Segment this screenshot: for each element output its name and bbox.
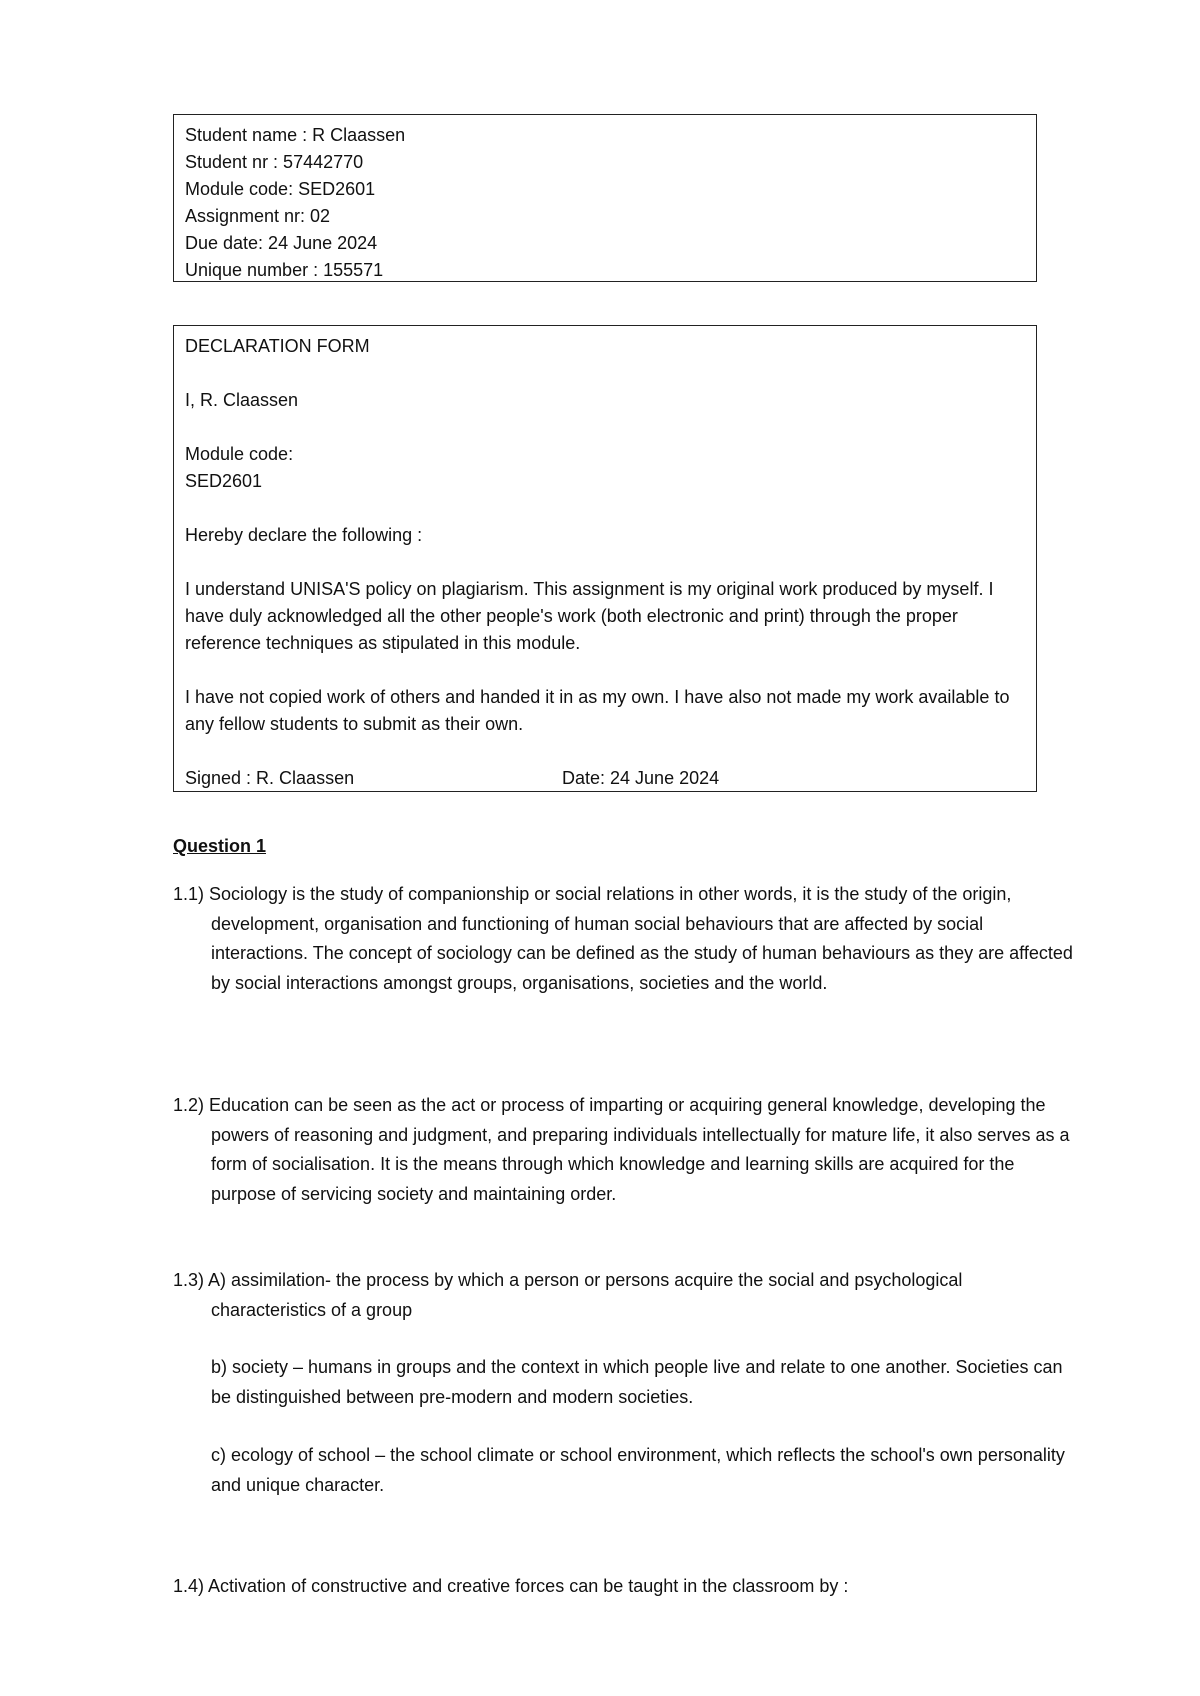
declaration-paragraph-2: I have not copied work of others and handed it in as my own. I have also not made my work available to any fellow students to submit as their own. [185, 687, 1010, 734]
signed-by: Signed : R. Claassen [185, 768, 355, 788]
declaration-name: I, R. Claassen [185, 390, 299, 410]
declaration-box [173, 325, 1037, 792]
declaration-paragraph-1: I understand UNISA'S policy on plagiarism. This assignment is my original work produced by myself. I have duly acknowledged all the other people's work (both electronic and print) through the proper reference techniques as stipulated in this module. [185, 579, 994, 653]
question-1-heading [173, 836, 1043, 857]
signature-date: Date: 24 June 2024 [562, 768, 720, 788]
answer-1-2: 1.2) Education can be seen as the act or process of imparting or acquiring general knowledge, developing the powers of reasoning and judgment, and preparing individuals intellectually for mature life, it also serves as a form of socialisation. It is the means through which knowledge and learning skills are acquired for the purpose of servicing society and maintaining order. [173, 1095, 1070, 1204]
student-name: Student name : R Claassen [185, 125, 406, 145]
module-code: Module code: SED2601 [185, 179, 376, 199]
answer-1-3-c: c) ecology of school – the school climate or school environment, which reflects the school's own personality and unique character. [211, 1445, 1065, 1495]
declaration-intro: Hereby declare the following : [185, 525, 423, 545]
question-1-title: Question 1 [173, 836, 267, 856]
answer-1-1: 1.1) Sociology is the study of companionship or social relations in other words, it is the study of the origin, development, organisation and functioning of human social behaviours that are affected by social interactions. The concept of sociology can be defined as the study of human behaviours as they are affected by social interactions amongst groups, organisations, societies and the world. [173, 884, 1073, 993]
assignment-number: Assignment nr: 02 [185, 206, 331, 226]
answer-1-3-a: 1.3) A) assimilation- the process by which a person or persons acquire the social and psychological characteristics of a group [173, 1270, 963, 1320]
declaration-module-label: Module code: [185, 444, 294, 464]
declaration-title: DECLARATION FORM [185, 336, 370, 356]
unique-number: Unique number : 155571 [185, 260, 384, 280]
declaration-module-value: SED2601 [185, 471, 263, 491]
student-number: Student nr : 57442770 [185, 152, 364, 172]
answer-1-3-b: b) society – humans in groups and the context in which people live and relate to one another. Societies can be distinguished between pre-modern and modern societies. [211, 1357, 1063, 1407]
signature-row [185, 765, 1025, 792]
due-date: Due date: 24 June 2024 [185, 233, 378, 253]
student-info-box [173, 114, 1037, 282]
answer-1-4: 1.4) Activation of constructive and creative forces can be taught in the classroom by : [173, 1576, 849, 1596]
